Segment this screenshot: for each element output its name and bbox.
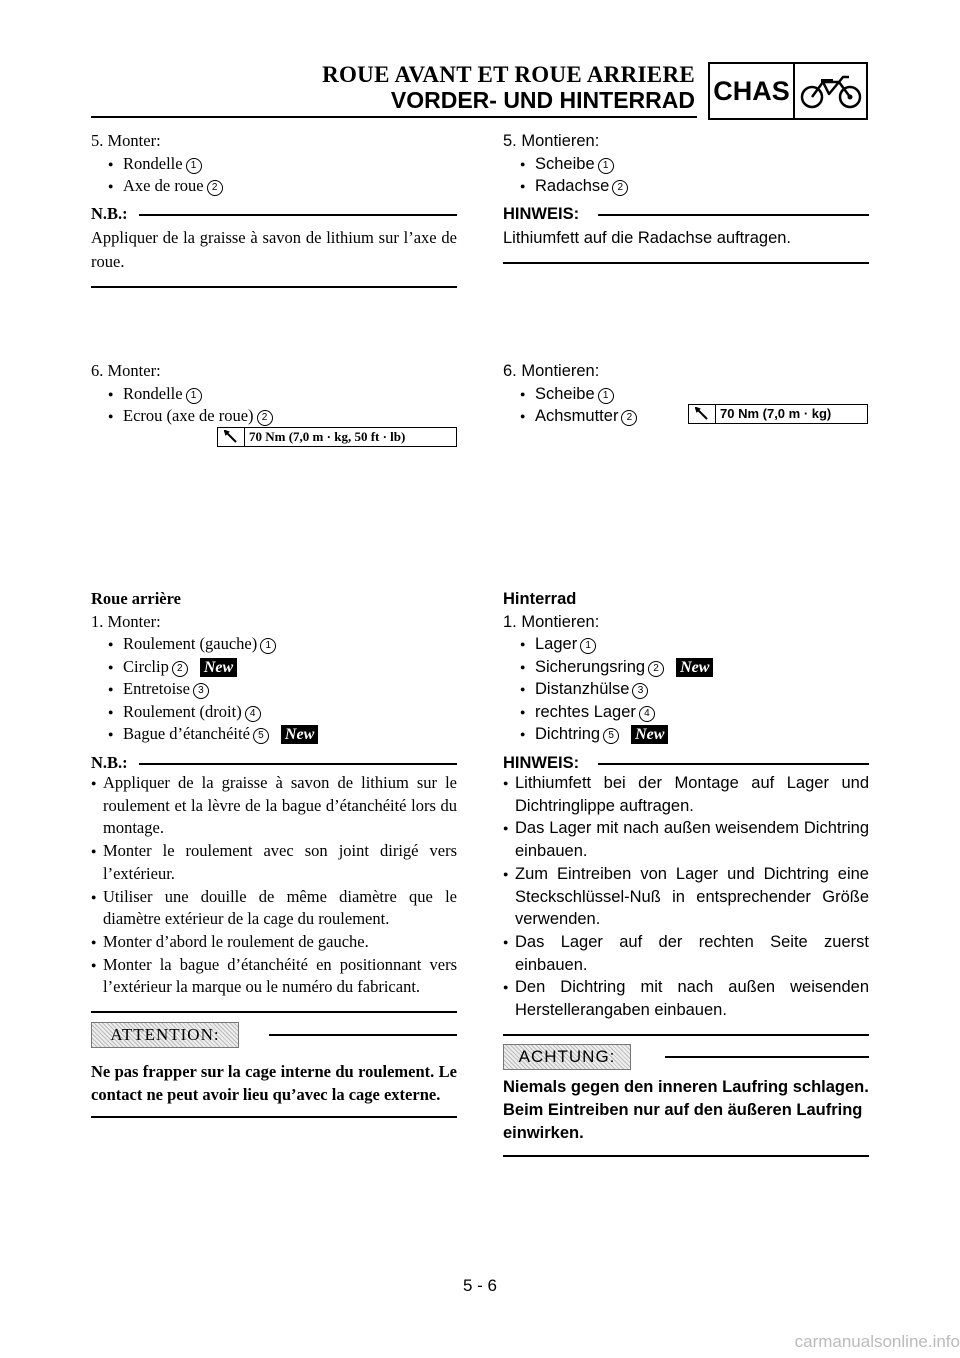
note-item: ● Monter d’abord le roulement de gauche. <box>91 931 457 954</box>
fr-rear-step1: 1. Monter: <box>91 611 161 631</box>
title-fr: ROUE AVANT ET ROUE ARRIERE <box>322 62 695 87</box>
note-rule <box>91 1011 457 1013</box>
de-step5 <box>503 130 869 198</box>
list-item: ● Scheibe 1 <box>503 383 869 406</box>
note-rule <box>503 262 869 264</box>
note-item: ● Appliquer de la graisse à savon de lithium sur le roulement et la lèvre de la bague d’étanchéité lors du montage. <box>91 772 457 840</box>
fr-rear-title: Roue arrière <box>91 589 181 608</box>
list-item: ● Roulement (gauche) 1 <box>91 633 457 656</box>
list-item: ● Bague d’étanchéité 5 New <box>91 723 457 746</box>
list-item: ● rechtes Lager 4 <box>503 701 869 724</box>
callout-marker: 2 <box>621 410 637 426</box>
note-item: ● Utiliser une douille de même diamètre que le diamètre extérieur de la cage du roulement. <box>91 886 457 931</box>
callout-marker: 4 <box>639 706 655 722</box>
list-item: ● Achsmutter 2 <box>503 405 869 428</box>
callout-marker: 5 <box>253 728 269 744</box>
torque-spec-fr <box>217 427 457 447</box>
de-rear-title: Hinterrad <box>503 590 577 608</box>
attention-heading <box>503 1044 869 1074</box>
note-heading: HINWEIS: <box>503 752 869 772</box>
title-de: VORDER- UND HINTERRAD <box>390 87 695 113</box>
attention-badge: ACHTUNG: <box>503 1044 631 1070</box>
wrench-icon <box>689 405 716 423</box>
wrench-icon <box>218 428 245 446</box>
fr-step6-title: 6. Monter: <box>91 361 161 380</box>
attention-text: Ne pas frapper sur la cage interne du roulement. Le contact ne peut avoir lieu qu’avec la cage externe. <box>91 1062 457 1104</box>
callout-marker: 1 <box>598 158 614 174</box>
note-item: ● Monter la bague d’étanchéité en positionnant vers l’extérieur la marque ou le numéro du fabricant. <box>91 954 457 999</box>
fr-step5-title: 5. Monter: <box>91 131 161 150</box>
callout-marker: 2 <box>612 180 628 196</box>
torque-spec-de <box>688 404 868 424</box>
list-item: ● Sicherungsring 2 New <box>503 656 869 679</box>
torque-value: 70 Nm (7,0 m · kg, 50 ft · lb) <box>249 429 406 444</box>
note-heading: HINWEIS: <box>503 203 869 223</box>
callout-marker: 3 <box>632 683 648 699</box>
de-step5-title: 5. Montieren: <box>503 132 600 150</box>
de-note2 <box>503 752 869 1036</box>
list-item: ● Rondelle 1 <box>91 383 457 406</box>
de-attention <box>503 1044 869 1157</box>
callout-marker: 2 <box>207 180 223 196</box>
de-step6-title: 6. Montieren: <box>503 362 600 380</box>
list-item: ● Circlip 2 New <box>91 656 457 679</box>
list-item: ● Entretoise 3 <box>91 678 457 701</box>
list-item: ● Scheibe 1 <box>503 153 869 176</box>
fr-step6 <box>91 360 457 428</box>
new-badge: New <box>631 725 668 744</box>
callout-marker: 1 <box>580 638 596 654</box>
list-item: ● Dichtring 5 New <box>503 723 869 746</box>
header-rule <box>91 116 697 118</box>
callout-marker: 1 <box>186 158 202 174</box>
page-number: 5 - 6 <box>462 1276 498 1295</box>
note-item: ● Zum Eintreiben von Lager und Dichtring eine Steckschlüssel-Nuß in entsprechender Größe verwenden. <box>503 863 869 931</box>
note-item: ● Den Dichtring mit nach außen weisenden Herstellerangaben einbauen. <box>503 976 869 1021</box>
note-rule <box>503 1034 869 1036</box>
note-item: ● Monter le roulement avec son joint dirigé vers l’extérieur. <box>91 840 457 885</box>
note-rule <box>91 286 457 288</box>
note-item: ● Das Lager mit nach außen weisendem Dichtring einbauen. <box>503 817 869 862</box>
list-item: ● Roulement (droit) 4 <box>91 701 457 724</box>
note-heading: N.B.: <box>91 203 457 223</box>
callout-marker: 2 <box>172 661 188 677</box>
motorcycle-icon <box>795 64 866 118</box>
attention-rule <box>503 1155 869 1157</box>
attention-badge: ATTENTION: <box>91 1022 239 1048</box>
torque-value: 70 Nm (7,0 m · kg) <box>720 406 832 421</box>
note-heading: N.B.: <box>91 752 457 772</box>
callout-marker: 2 <box>257 410 273 426</box>
de-rear <box>503 588 869 746</box>
watermark: carmanualsonline.info <box>794 1332 960 1351</box>
note-item: ● Lithiumfett bei der Montage auf Lager und Dichtringlippe auftragen. <box>503 772 869 817</box>
fr-attention <box>91 1022 457 1118</box>
list-item: ● Distanzhülse 3 <box>503 678 869 701</box>
callout-marker: 5 <box>603 728 619 744</box>
fr-note2 <box>91 752 457 1013</box>
list-item: ● Ecrou (axe de roue) 2 <box>91 405 457 428</box>
new-badge: New <box>676 658 713 677</box>
fr-step5 <box>91 130 457 198</box>
callout-marker: 4 <box>245 706 261 722</box>
section-label: CHAS <box>710 64 795 118</box>
list-item: ● Radachse 2 <box>503 175 869 198</box>
callout-marker: 1 <box>598 388 614 404</box>
list-item: ● Axe de roue 2 <box>91 175 457 198</box>
attention-heading <box>91 1022 457 1052</box>
section-badge <box>708 62 868 120</box>
callout-marker: 1 <box>186 388 202 404</box>
de-note1 <box>503 203 869 264</box>
callout-marker: 3 <box>193 683 209 699</box>
list-item: ● Lager 1 <box>503 633 869 656</box>
list-item: ● Rondelle 1 <box>91 153 457 176</box>
fr-note1 <box>91 203 457 288</box>
callout-marker: 1 <box>260 638 276 654</box>
fr-rear <box>91 588 457 746</box>
new-badge: New <box>200 658 237 677</box>
de-rear-step1: 1. Montieren: <box>503 612 600 631</box>
note-item: ● Das Lager auf der rechten Seite zuerst einbauen. <box>503 931 869 976</box>
note-text: Appliquer de la graisse à savon de lithium sur l’axe de roue. <box>91 228 457 271</box>
attention-rule <box>91 1116 457 1118</box>
new-badge: New <box>281 725 318 744</box>
callout-marker: 2 <box>648 661 664 677</box>
attention-text: Niemals gegen den inneren Laufring schlagen. Beim Eintreiben nur auf den äußeren Laufring einwirken. <box>503 1078 869 1142</box>
note-text: Lithiumfett auf die Radachse auftragen. <box>503 229 792 247</box>
